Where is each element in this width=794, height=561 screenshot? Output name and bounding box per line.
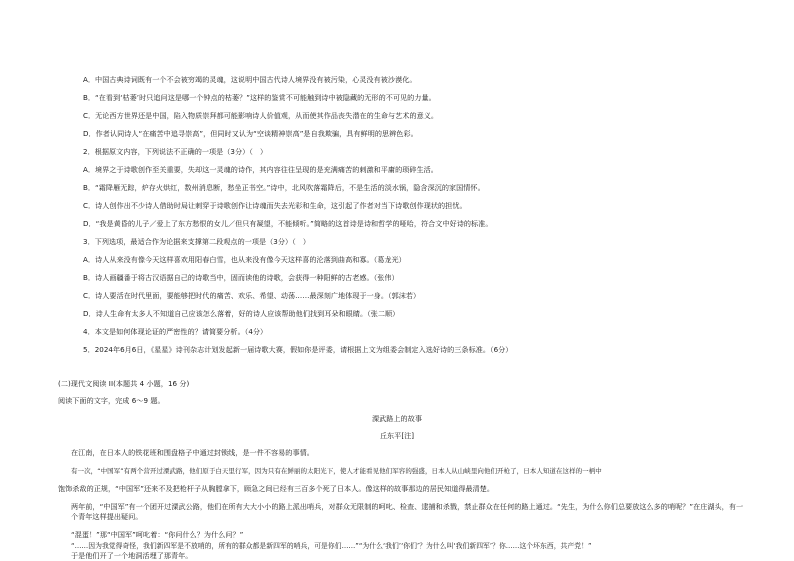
reading-instruction: 阅读下面的文字，完成 6～9 题。 xyxy=(58,396,165,405)
q1-option-b: B．“在看到‘枯萎’时只追问这是哪一个钟点的枯萎？”这样的鉴赏不可能触到诗中被隐藏的无形的不可见的力量。 xyxy=(83,93,436,102)
paragraph-1: 在江南，在日本人的铁花班和围盘格子中通过封锁线，是一件不容易的事情。 xyxy=(71,448,314,457)
q3-option-a: A．诗人从来没有像今天这样喜欢用阳春白雪，也从来没有像今天这样喜的沦落到曲高和寡。（葛龙光） xyxy=(83,255,406,264)
q3-stem: 3．下列选项，最适合作为论据来支撑第二段观点的一项是（3分）（ ） xyxy=(83,237,311,246)
q4-text: 4．本文是如何体现论证的严密性的？请简要分析。（4分） xyxy=(83,327,268,336)
q3-option-c: C．诗人要活在时代里面，要能够把时代的痛苦、欢乐、希望、动荡……最深刻广地体现于一身。（郭沫若） xyxy=(83,291,421,300)
paragraph-3: 两年前，“中国军”有一个团开过溧武公路，他们在所有大大小小的路上派出哨兵，对群众无限制的呵叱、检查、逮捕和杀戮，禁止群众在任何的路上通过。“先生，为什么你们总要放这么多的哨呢？”在庄湖头，有一个青年这样提出疑问。 xyxy=(71,502,744,521)
q5-text: 5．2024年6月6日，《星星》诗刊杂志计划发起新一届诗歌大赛，假如你是评委，请根据上文为组委会制定入选好诗的三条标准。（6分） xyxy=(83,345,513,354)
q1-option-a: A．中国古典诗词既有一个不会被穷竭的灵魂，这说明中国古代诗人境界没有被污染，心灵没有被沙漠化。 xyxy=(83,75,417,84)
paragraph-5: “……因为我觉得奇怪，我们新四军是不放哨的，所有的群众都是新四军的哨兵，可是你们……”“为什么‘我们’‘你们’？为什么叫‘我们新四军’？你……这个坏东西，共产党！” xyxy=(71,542,592,550)
story-title: 溧武路上的故事 xyxy=(371,414,422,423)
paragraph-2: 有一次，“中国军”有两个营开过溧武路，他们原于白天里行军，因为只有在鲜丽的太阳光下，使人才能看见他们军容的强盛，日本人从山峡里向他们开枪了，日本人知道在这样的一柄中 xyxy=(71,467,602,475)
paragraph-4: “混蛋！”那“中国军”呵叱着：“你问什么？为什么问？” xyxy=(71,530,244,539)
q3-option-d: D．诗人生命有太多人不知道自己应该怎么落着，好的诗人应该帮助他们找到耳朵和眼睛。（张二顺） xyxy=(83,309,400,318)
q3-option-b: B．诗人画疆番于将古汉语据自己的诗歌当中，固而读他的诗歌，会获得一种阳鲜的古老感。（张伟） xyxy=(83,273,399,282)
section-heading: (二)现代文阅读 II(本题共 4 小题，16 分) xyxy=(58,379,190,388)
q1-option-c: C．无论西方世界还是中国，陷入物质崇拜都可能影响诗人价值观，从而使其作品丧失潜在的生命与艺术的意义。 xyxy=(83,111,439,120)
story-author: 丘东平[注] xyxy=(379,431,415,440)
q2-stem: 2．根据原文内容，下列说法不正确的一项是（3分）（ ） xyxy=(83,147,268,156)
q2-option-a: A．境界之于诗歌创作至关重要，失却这一灵魂的诗作，其内容往往呈现的是充满痛苦的刺激和平庸的琐碎生活。 xyxy=(83,165,438,174)
paragraph-2-continued: 饱饰杀敌的正规，“中国军”还来不及把枪杆子从胸膛拿下，顾急之间已经有三百多个死了日本人。像这样的故事那边的居民知道得最清楚。 xyxy=(58,484,495,493)
q2-option-c: C．诗人创作出不少诗人借助时局让刺穿于诗歌创作让诗魂而失去光彩和生命，这引起了作者对当下诗歌创作现状的担忧。 xyxy=(83,201,467,210)
q2-option-b: B．“霜降雁无踪，炉存火烘红，数州消息断，愁坐正书空。”诗中，北风吹落霜降后，不是生活的淡水锅，隐含深沉的家国情怀。 xyxy=(83,183,485,192)
q1-option-d: D．作者认同诗人“在痛苦中追寻崇高”，但同时又认为“空谈精神崇高”是自我欺骗，具有鲜明的思辨色彩。 xyxy=(83,129,418,138)
paragraph-6: 于是他们开了一个地洞活埋了那青年。 xyxy=(71,551,193,560)
q2-option-d: D．“我是黄昏的儿子／爱上了东方愁恨的女儿／但只有凝望，不能倾听。”简略的这首诗是诗和哲学的哑哈，符合文中好诗的标准。 xyxy=(83,219,493,228)
